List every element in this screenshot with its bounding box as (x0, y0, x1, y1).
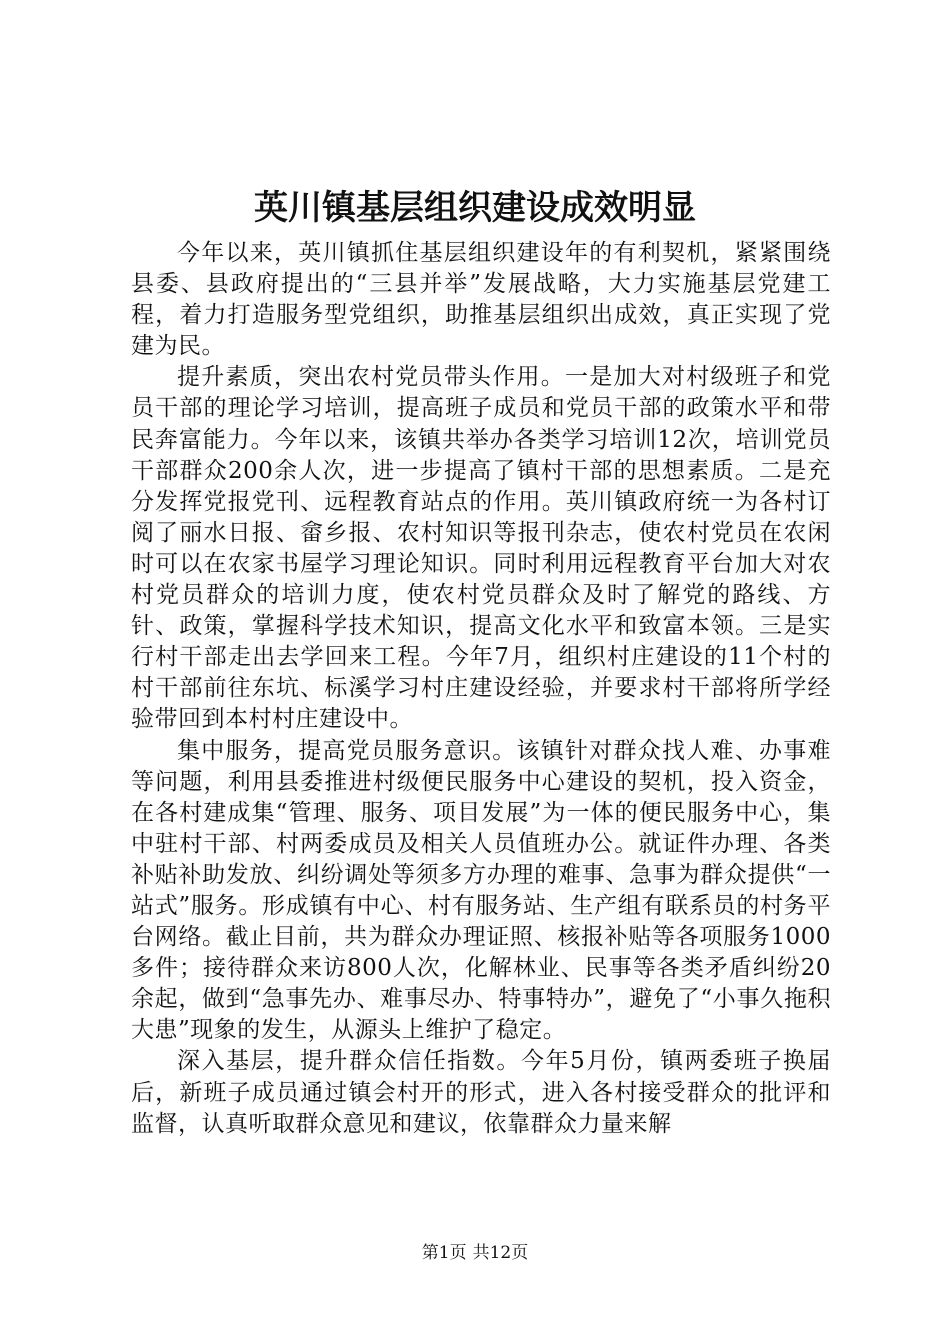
paragraph-quality: 提升素质，突出农村党员带头作用。一是加大对村级班子和党员干部的理论学习培训，提高班子成员和党员干部的政策水平和带民奔富能力。今年以来，该镇共举办各类学习培训12次，培训党员干部群众200余人次，进一步提高了镇村干部的思想素质。二是充分发挥党报党刊、远程教育站点的作用。英川镇政府统一为各村订阅了丽水日报、畲乡报、农村知识等报刊杂志，使农村党员在农闲时可以在农家书屋学习理论知识。同时利用远程教育平台加大对农村党员群众的培训力度，使农村党员群众及时了解党的路线、方针、政策，掌握科学技术知识，提高文化水平和致富本领。三是实行村干部走出去学回来工程。今年7月，组织村庄建设的11个村的村干部前往东坑、标溪学习村庄建设经验，并要求村干部将所学经验带回到本村村庄建设中。 (131, 364, 831, 733)
paragraph-intro: 今年以来，英川镇抓住基层组织建设年的有利契机，紧紧围绕县委、县政府提出的“三县并举”发展战略，大力实施基层党建工程，着力打造服务型党组织，助推基层组织出成效，真正实现了党建为民。 (131, 240, 831, 360)
document-body (131, 238, 831, 1140)
document-title: 英川镇基层组织建设成效明显 (254, 188, 696, 228)
page-footer (0, 1241, 950, 1265)
paragraph-grassroots: 深入基层，提升群众信任指数。今年5月份，镇两委班子换届后，新班子成员通过镇会村开的形式，进入各村接受群众的批评和监督，认真听取群众意见和建议，依靠群众力量来解 (131, 1048, 831, 1137)
page-total: 共12页 (472, 1243, 529, 1263)
paragraph-service: 集中服务，提高党员服务意识。该镇针对群众找人难、办事难等问题，利用县委推进村级便民服务中心建设的契机，投入资金，在各村建成集“管理、服务、项目发展”为一体的便民服务中心，集中驻村干部、村两委成员及相关人员值班办公。就证件办理、各类补贴补助发放、纠纷调处等须多方办理的难事、急事为群众提供“一站式”服务。形成镇有中心、村有服务站、生产组有联系员的村务平台网络。截止目前，共为群众办理证照、核报补贴等各项服务1000多件；接待群众来访800人次，化解林业、民事等各类矛盾纠纷20余起，做到“急事先办、难事尽办、特事特办”，避免了“小事久拖积大患”现象的发生，从源头上维护了稳定。 (131, 737, 831, 1044)
page-number: 第1页 (421, 1243, 467, 1263)
